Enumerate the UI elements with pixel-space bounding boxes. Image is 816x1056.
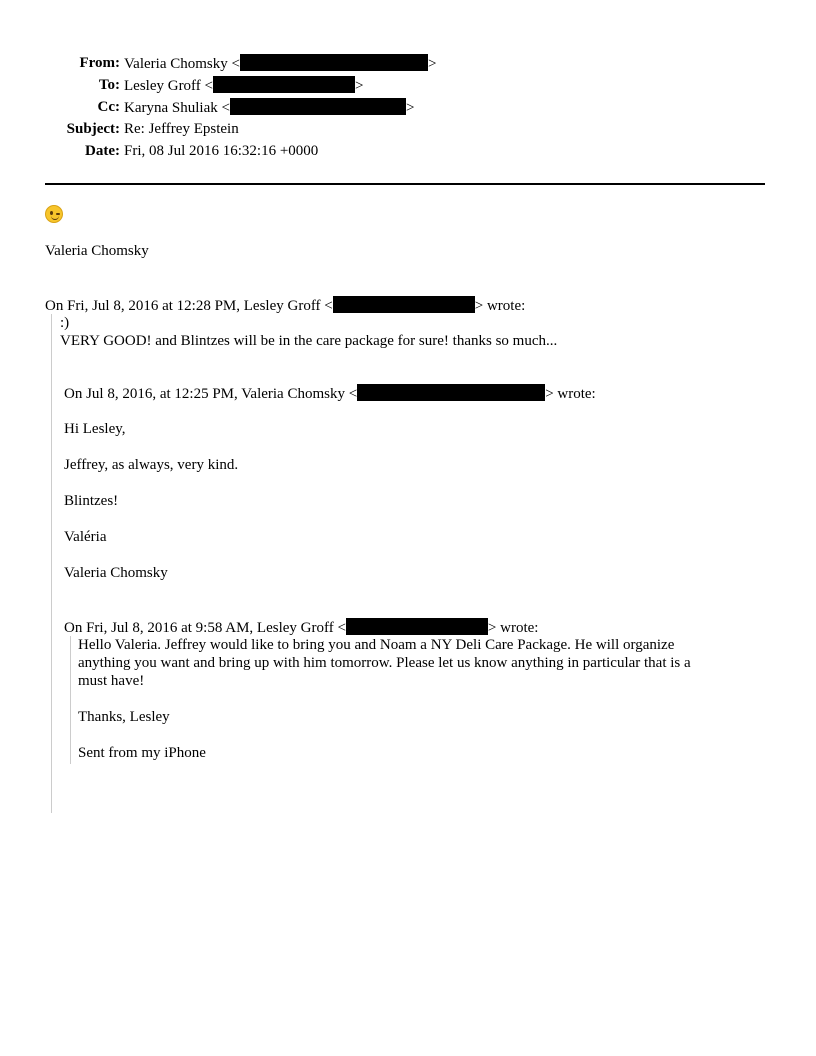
attribution-text: On Fri, Jul 8, 2016 at 9:58 AM, Lesley Groff <	[64, 620, 346, 636]
cc-name: Karyna Shuliak <	[124, 100, 230, 116]
quote3-para-line2: anything you want and bring up with him tomorrow. Please let us know anything in particular that is a	[78, 655, 691, 671]
subject-row	[0, 120, 816, 138]
quote3-bar	[70, 636, 71, 764]
quote1-line1: :)	[60, 315, 70, 331]
quote2-line3: Valéria	[64, 529, 107, 545]
subject-value: Re: Jeffrey Epstein	[124, 121, 239, 137]
attribution-text: On Jul 8, 2016, at 12:25 PM, Valeria Chomsky <	[64, 386, 358, 402]
cc-label: Cc:	[97, 99, 120, 115]
date-label: Date:	[85, 143, 120, 159]
quote2-greeting: Hi Lesley,	[64, 421, 126, 437]
quote3-sent-from: Sent from my iPhone	[78, 745, 206, 761]
cc-row	[0, 98, 816, 116]
quote1-line2: VERY GOOD! and Blintzes will be in the care package for sure! thanks so much...	[60, 333, 558, 349]
quote2-attribution	[64, 384, 596, 403]
date-row	[0, 142, 816, 160]
from-name: Valeria Chomsky <	[124, 56, 240, 72]
quote1-attribution	[45, 296, 525, 315]
attribution-wrote: > wrote:	[474, 298, 526, 314]
attribution-text: On Fri, Jul 8, 2016 at 12:28 PM, Lesley Groff <	[45, 298, 333, 314]
from-close: >	[427, 56, 437, 72]
quote2-line1: Jeffrey, as always, very kind.	[64, 457, 239, 473]
redaction-block	[240, 54, 428, 71]
to-row	[0, 76, 816, 94]
cc-value	[124, 98, 414, 117]
winking-face-icon	[45, 205, 63, 223]
redaction-block	[230, 98, 406, 115]
to-label: To:	[98, 77, 120, 93]
quote3-attribution	[64, 618, 538, 637]
quote3-thanks: Thanks, Lesley	[78, 709, 170, 725]
subject-label: Subject:	[66, 121, 120, 137]
quote3-para-line1: Hello Valeria. Jeffrey would like to bring you and Noam a NY Deli Care Package. He will organize	[78, 637, 675, 653]
quote2-signature: Valeria Chomsky	[64, 565, 168, 581]
cc-close: >	[405, 100, 415, 116]
header-divider	[45, 183, 765, 185]
from-row	[0, 54, 816, 72]
from-label: From:	[79, 55, 120, 71]
quote3-para-line3: must have!	[78, 673, 145, 689]
redaction-block	[333, 296, 475, 313]
from-value	[124, 54, 436, 73]
quote1-bar	[51, 314, 52, 813]
redaction-block	[213, 76, 355, 93]
to-name: Lesley Groff <	[124, 78, 213, 94]
date-value: Fri, 08 Jul 2016 16:32:16 +0000	[124, 143, 319, 159]
quote2-line2: Blintzes!	[64, 493, 119, 509]
redaction-block	[346, 618, 488, 635]
attribution-wrote: > wrote:	[487, 620, 539, 636]
redaction-block	[357, 384, 545, 401]
signature: Valeria Chomsky	[45, 243, 149, 259]
to-close: >	[355, 78, 364, 94]
attribution-wrote: > wrote:	[545, 386, 596, 402]
to-value	[124, 76, 363, 95]
